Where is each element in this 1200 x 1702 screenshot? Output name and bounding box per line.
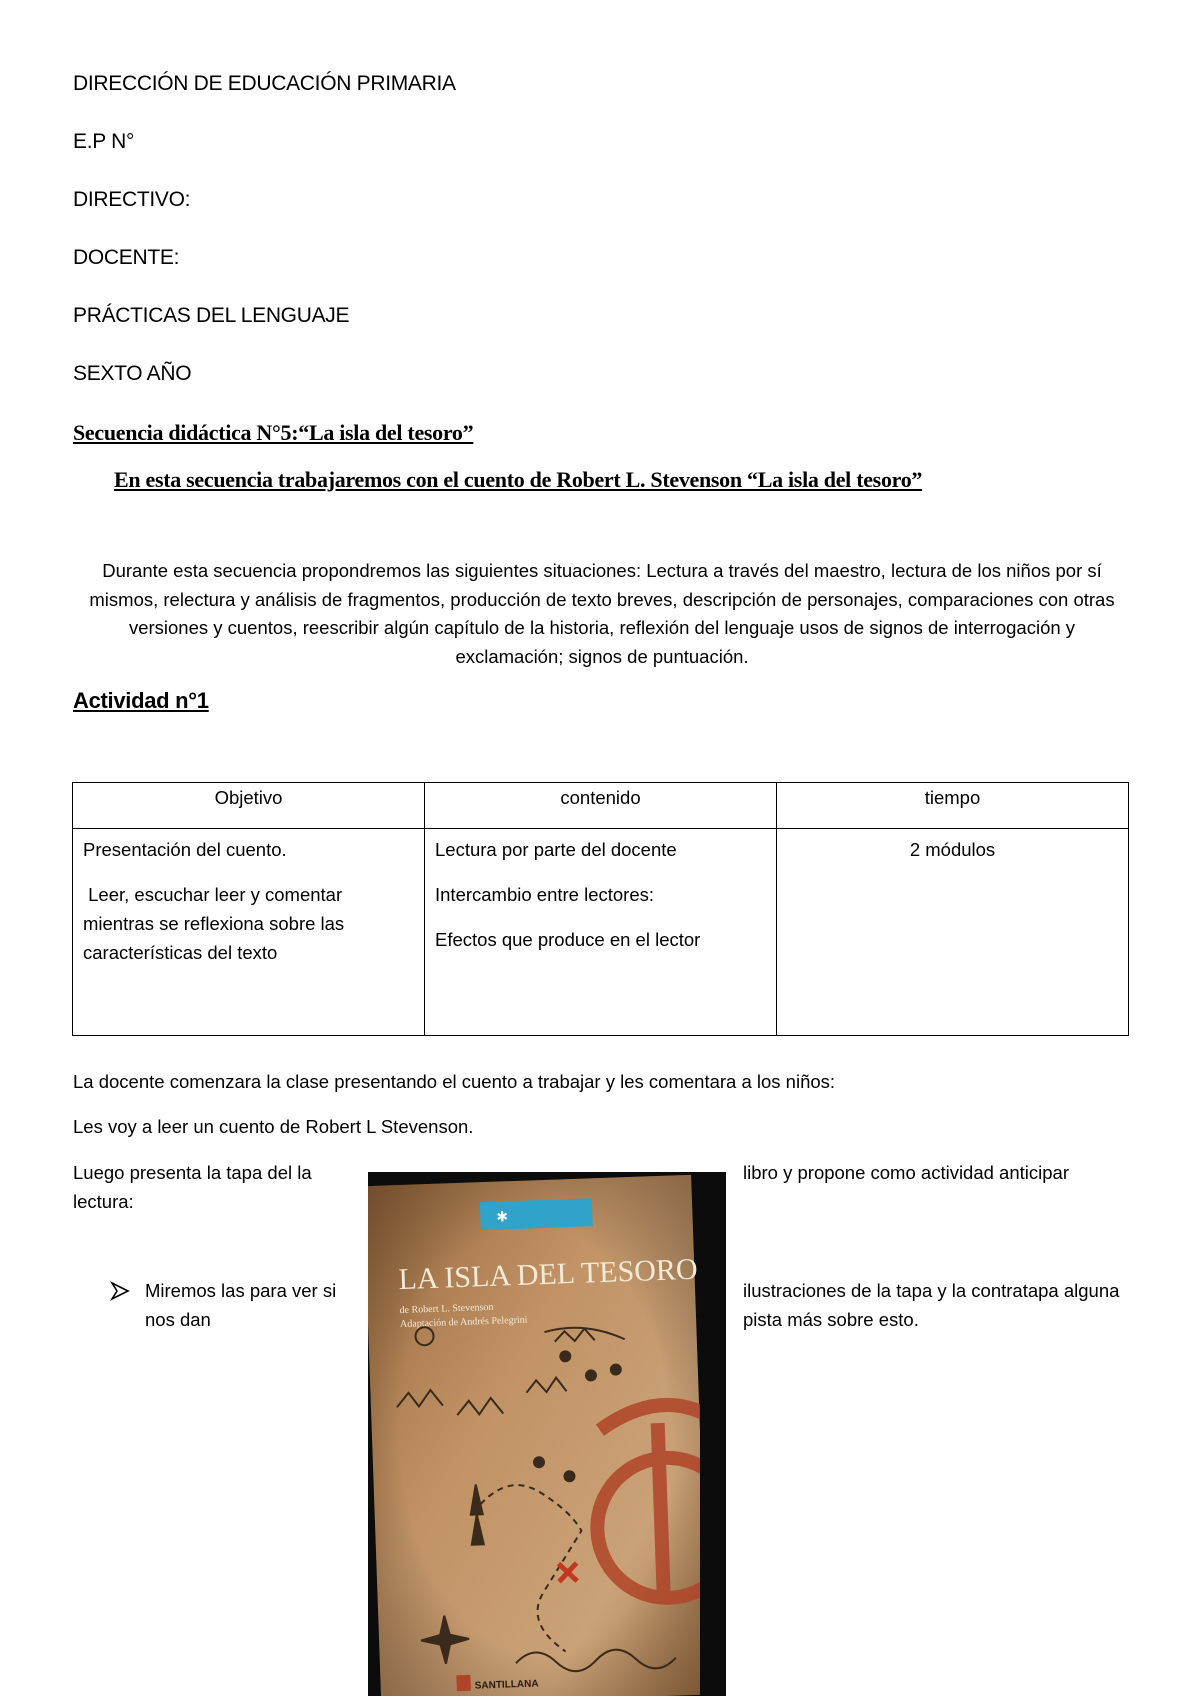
text-left-column: Luego presenta la tapa del la lectura:	[73, 1162, 312, 1212]
table-header-tiempo: tiempo	[777, 783, 1129, 829]
contenido-line: Lectura por parte del docente	[435, 839, 677, 860]
contenido-line: Intercambio entre lectores:	[435, 884, 655, 905]
cell-contenido	[425, 829, 777, 1036]
header-docente: DOCENTE:	[73, 246, 180, 269]
activity-title: Actividad n°1	[73, 688, 209, 713]
objetivo-line: Presentación del cuento.	[83, 839, 287, 860]
cell-objetivo	[73, 829, 425, 1036]
publisher-logo-icon	[456, 1675, 471, 1691]
text-right-column: libro y propone como actividad anticipar	[743, 1162, 1069, 1183]
paragraph-intro-class: La docente comenzara la clase presentando el cuento a trabajar y les comentara a los niños:	[73, 1071, 836, 1092]
header-anio: SEXTO AÑO	[73, 362, 192, 385]
cell-tiempo: 2 módulos	[777, 829, 1129, 1036]
cover-adaptation: Adaptación de Andrés Pelegrini	[399, 1314, 528, 1331]
arrow-bullet-icon	[110, 1276, 132, 1309]
contenido-line: Efectos que produce en el lector	[435, 929, 701, 950]
bullet-text-continued: ilustraciones de la tapa y la contratapa alguna pista más sobre esto.	[743, 1280, 1120, 1330]
sequence-intro: Durante esta secuencia propondremos las siguientes situaciones: Lectura a través del maestro, lectura de los niños por sí mismos, relectura y análisis de fragmentos, producción de texto breves, descripción de personajes, comparaciones con otras versiones y cuentos, reescribir algún capítulo de la historia, reflexión del lenguaje usos de signos de interrogación y exclamación; signos de puntuación.	[89, 560, 1115, 667]
table-header-contenido: contenido	[425, 783, 777, 829]
sequence-subtitle: En esta secuencia trabajaremos con el cuento de Robert L. Stevenson “La isla del tesoro”	[114, 467, 923, 492]
header-directivo: DIRECTIVO:	[73, 188, 191, 211]
table-header-objetivo: Objetivo	[73, 783, 425, 829]
cover-author: de Robert L. Stevenson	[399, 1301, 494, 1317]
header-area: PRÁCTICAS DEL LENGUAJE	[73, 304, 350, 327]
activity-table	[72, 782, 1129, 1036]
table-row	[73, 829, 1129, 1036]
book-cover-image	[368, 1172, 726, 1696]
book-cover-svg	[368, 1172, 726, 1696]
paragraph-stevenson: Les voy a leer un cuento de Robert L Stevenson.	[73, 1116, 474, 1137]
header-direccion: DIRECCIÓN DE EDUCACIÓN PRIMARIA	[73, 72, 456, 95]
table-header-row	[73, 783, 1129, 829]
header-escuela: E.P N°	[73, 130, 135, 153]
sequence-title: Secuencia didáctica N°5:“La isla del tesoro”	[73, 420, 474, 445]
cover-publisher: SANTILLANA	[474, 1678, 539, 1692]
objetivo-line: Leer, escuchar leer y comentar mientras se reflexiona sobre las características del texto	[83, 884, 350, 963]
bullet-text: Miremos las para ver si nos dan	[145, 1280, 337, 1330]
cover-title: LA ISLA DEL TESORO	[397, 1252, 699, 1297]
svg-text:✱: ✱	[496, 1209, 509, 1226]
